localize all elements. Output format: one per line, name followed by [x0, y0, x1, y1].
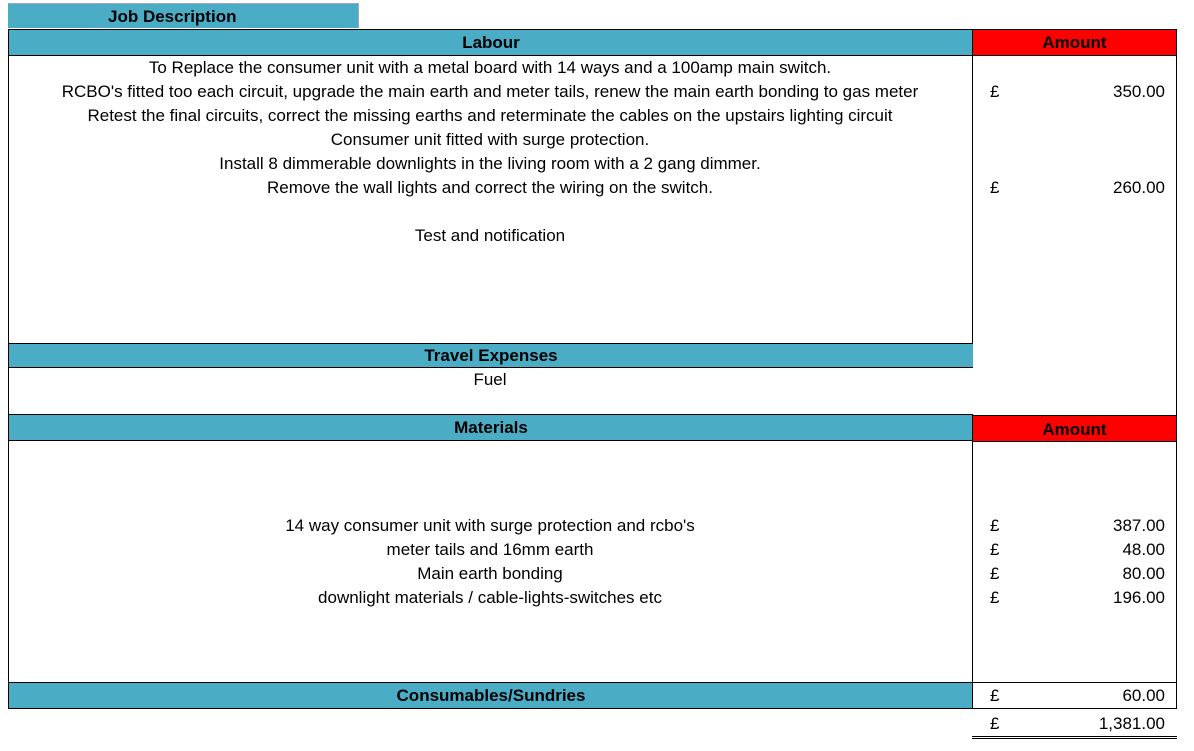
- labour-line: Retest the final circuits, correct the missing earths and reterminate the cables on the upstairs lighting circuit: [87, 106, 893, 125]
- labour-line: Install 8 dimmerable downlights in the living room with a 2 gang dimmer.: [219, 154, 761, 173]
- labour-line: RCBO's fitted too each circuit, upgrade the main earth and meter tails, renew the main earth bonding to gas meter: [61, 82, 919, 101]
- labour-line: Remove the wall lights and correct the wiring on the switch.: [267, 178, 713, 197]
- labour-amount-box: [972, 55, 1177, 415]
- total-currency: £: [990, 714, 1000, 733]
- materials-amount-header: Amount: [972, 415, 1177, 442]
- material-amount: 48.00: [1122, 540, 1165, 559]
- labour-line: Test and notification: [414, 226, 566, 245]
- material-currency: £: [990, 588, 1000, 607]
- total-double-underline: [972, 736, 1177, 739]
- labour-amount-header: Amount: [972, 29, 1177, 56]
- labour-charge-amount: 260.00: [1113, 178, 1165, 197]
- labour-charge-currency: £: [990, 82, 1000, 101]
- material-currency: £: [990, 564, 1000, 583]
- material-item: 14 way consumer unit with surge protection and rcbo's: [285, 516, 695, 535]
- consumables-header: Consumables/Sundries: [8, 682, 973, 709]
- labour-line: Consumer unit fitted with surge protection.: [330, 130, 650, 149]
- labour-charge-currency: £: [990, 178, 1000, 197]
- labour-line: To Replace the consumer unit with a metal board with 14 ways and a 100amp main switch.: [148, 58, 832, 77]
- material-amount: 196.00: [1113, 588, 1165, 607]
- travel-expenses-header: Travel Expenses: [8, 343, 973, 368]
- labour-charge-amount: 350.00: [1113, 82, 1165, 101]
- travel-line: Fuel: [473, 370, 507, 389]
- material-item: downlight materials / cable-lights-switches etc: [318, 588, 662, 607]
- total-amount: 1,381.00: [1098, 714, 1165, 733]
- material-amount: 387.00: [1113, 516, 1165, 535]
- consumables-currency: £: [990, 686, 1000, 705]
- labour-header: Labour: [8, 29, 973, 56]
- material-amount: 80.00: [1122, 564, 1165, 583]
- materials-header: Materials: [8, 415, 973, 441]
- material-currency: £: [990, 540, 1000, 559]
- material-item: Main earth bonding: [417, 564, 563, 583]
- material-currency: £: [990, 516, 1000, 535]
- job-description-header: Job Description: [8, 3, 359, 28]
- consumables-amount: 60.00: [1122, 686, 1165, 705]
- material-item: meter tails and 16mm earth: [386, 540, 594, 559]
